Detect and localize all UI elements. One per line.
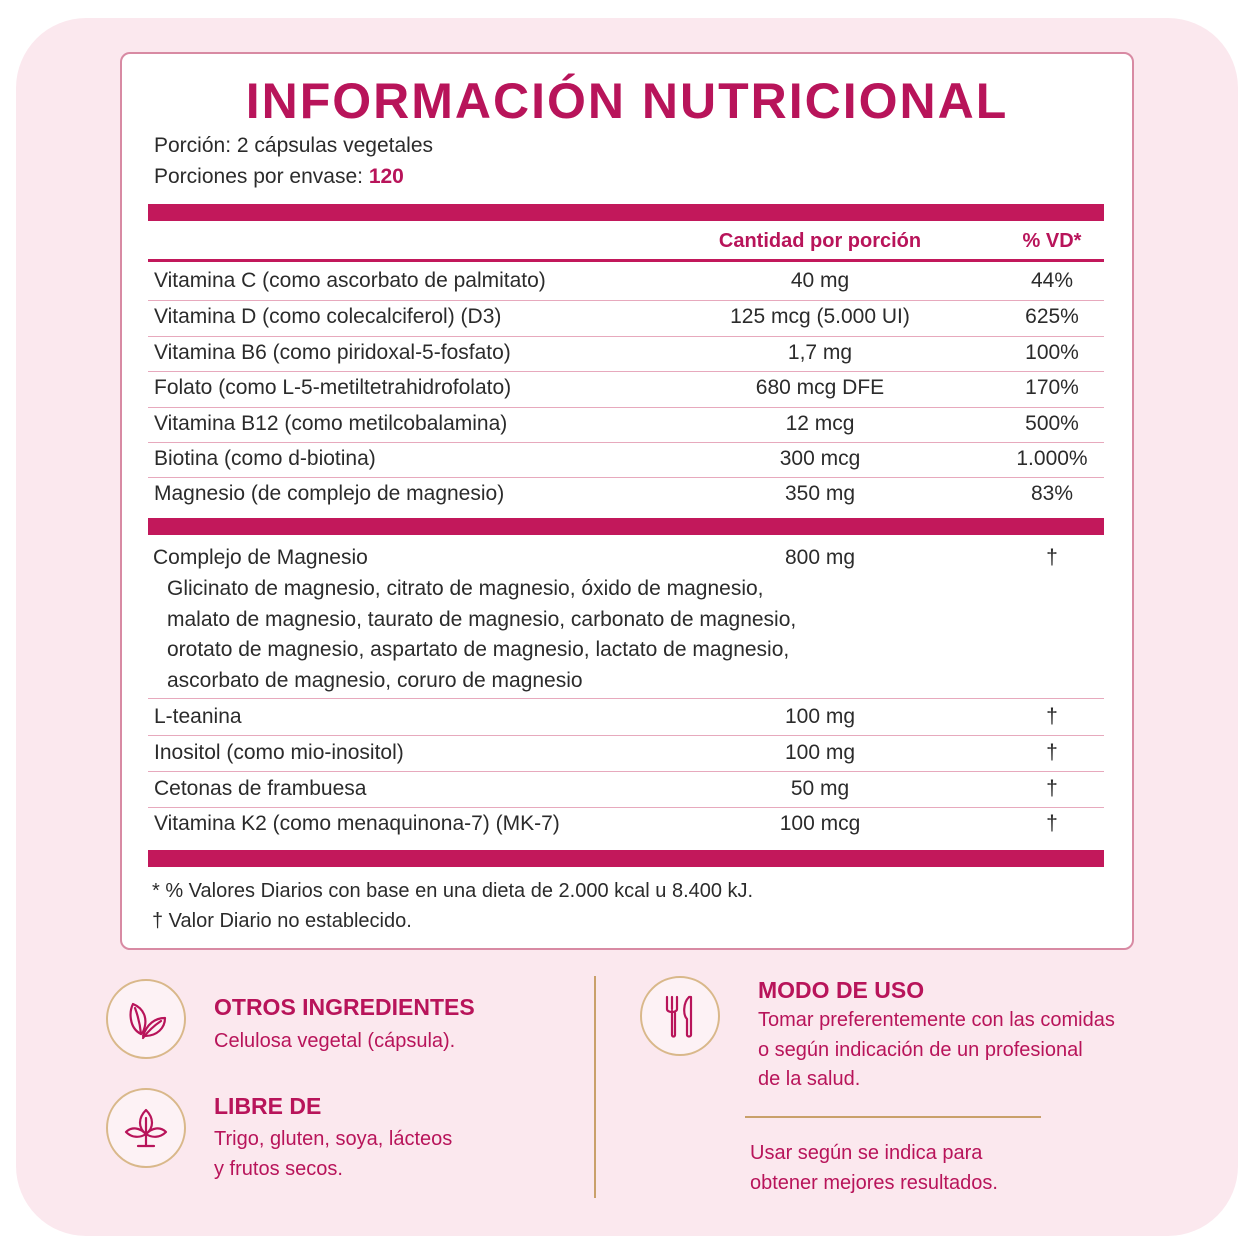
ingredient-amount: 100 mcg [779,812,861,835]
vitamin-name: Vitamina D (como colecalciferol) (D3) [154,305,502,328]
footnote-dv: * % Valores Diarios con base en una dieta de 2.000 kcal u 8.400 kJ. [152,880,754,902]
row-divider [148,735,1104,736]
free-from-line: y frutos secos. [214,1158,343,1180]
complex-amount: 800 mg [784,546,856,569]
footnote-dagger: † Valor Diario no establecido. [152,910,412,932]
vitamin-dv: 625% [1025,305,1079,328]
horizontal-divider [745,1116,1041,1118]
servings-value: 120 [368,165,404,188]
usage-note-line: Usar según se indica para [750,1142,983,1164]
servings-per-container [154,165,404,189]
usage-text [758,1006,1115,1095]
vertical-divider [594,976,596,1198]
divider-bar [148,518,1104,535]
ingredient-dv: † [1046,741,1058,764]
row-divider [148,407,1104,408]
vitamin-amount: 680 mcg DFE [755,376,885,399]
ingredient-dv: † [1046,777,1058,800]
vitamin-name: Vitamina B6 (como piridoxal-5-fosfato) [154,341,511,364]
complex-line: orotato de magnesio, aspartato de magnesio, lactato de magnesio, [167,638,790,661]
vitamin-dv: 44% [1030,269,1074,292]
row-divider [148,698,1104,699]
other-ingredients-text: Celulosa vegetal (cápsula). [214,1030,456,1052]
usage-line: o según indicación de un profesional [758,1038,1083,1061]
row-divider [148,442,1104,443]
serving-size: Porción: 2 cápsulas vegetales [154,134,433,157]
divider-bar [148,850,1104,867]
vitamin-dv: 100% [1025,341,1079,364]
header-divider [148,259,1104,262]
servings-label: Porciones por envase: [154,165,363,188]
complex-line: Glicinato de magnesio, citrato de magnesio, óxido de magnesio, [167,577,764,600]
vitamin-dv: 1.000% [1016,447,1088,470]
complex-components [167,574,796,696]
vitamin-amount: 350 mg [784,482,856,505]
vitamin-dv: 500% [1025,412,1079,435]
row-divider [148,807,1104,808]
row-divider [148,371,1104,372]
other-ingredients-title: OTROS INGREDIENTES [214,994,475,1020]
ingredient-amount: 100 mg [784,705,856,728]
usage-line: Tomar preferentemente con las comidas [758,1009,1115,1031]
nutrition-facts-panel [120,52,1134,950]
vitamin-amount: 12 mcg [785,412,855,435]
usage-note-line: obtener mejores resultados. [750,1172,998,1194]
utensils-icon [640,976,720,1056]
complex-dv: † [1046,546,1058,569]
complex-line: malato de magnesio, taurato de magnesio, carbonato de magnesio, [167,607,797,631]
free-from-title: LIBRE DE [214,1093,322,1119]
vitamin-amount: 300 mcg [779,447,861,470]
page-title: INFORMACIÓN NUTRICIONAL [245,73,1009,129]
vitamin-dv: 83% [1030,482,1074,505]
vitamin-amount: 1,7 mg [787,341,853,364]
amount-header: Cantidad por porción [718,230,922,252]
ingredient-name: L-teanina [154,705,242,728]
usage-title: MODO DE USO [758,977,925,1003]
vitamin-name: Vitamina B12 (como metilcobalamina) [154,412,508,435]
vitamin-amount: 40 mg [790,269,850,292]
free-from-text [214,1124,452,1184]
vitamin-name: Folato (como L-5-metiltetrahidrofolato) [154,376,512,399]
ingredient-dv: † [1046,705,1058,728]
vitamin-name: Magnesio (de complejo de magnesio) [154,482,505,505]
ingredient-amount: 50 mg [790,777,850,800]
ingredient-name: Cetonas de frambuesa [154,777,367,800]
row-divider [148,771,1104,772]
row-divider [148,300,1104,301]
row-divider [148,336,1104,337]
usage-note [750,1138,998,1198]
vitamin-name: Biotina (como d-biotina) [154,447,376,470]
ingredient-name: Vitamina K2 (como menaquinona-7) (MK-7) [154,812,560,835]
row-divider [148,477,1104,478]
vitamin-amount: 125 mcg (5.000 UI) [730,305,910,328]
ingredient-name: Inositol (como mio-inositol) [154,741,404,764]
free-from-line: Trigo, gluten, soya, lácteos [214,1128,453,1150]
ingredient-dv: † [1046,812,1058,835]
ingredient-amount: 100 mg [784,741,856,764]
usage-line: de la salud. [758,1068,861,1090]
complex-name: Complejo de Magnesio [153,546,368,569]
vitamin-name: Vitamina C (como ascorbato de palmitato) [154,269,546,292]
plant-icon [106,1088,186,1168]
vitamin-dv: 170% [1025,376,1079,399]
complex-line: ascorbato de magnesio, coruro de magnesio [167,668,583,692]
leaves-icon [106,979,186,1059]
divider-bar [148,204,1104,221]
dv-header: % VD* [1022,230,1082,252]
